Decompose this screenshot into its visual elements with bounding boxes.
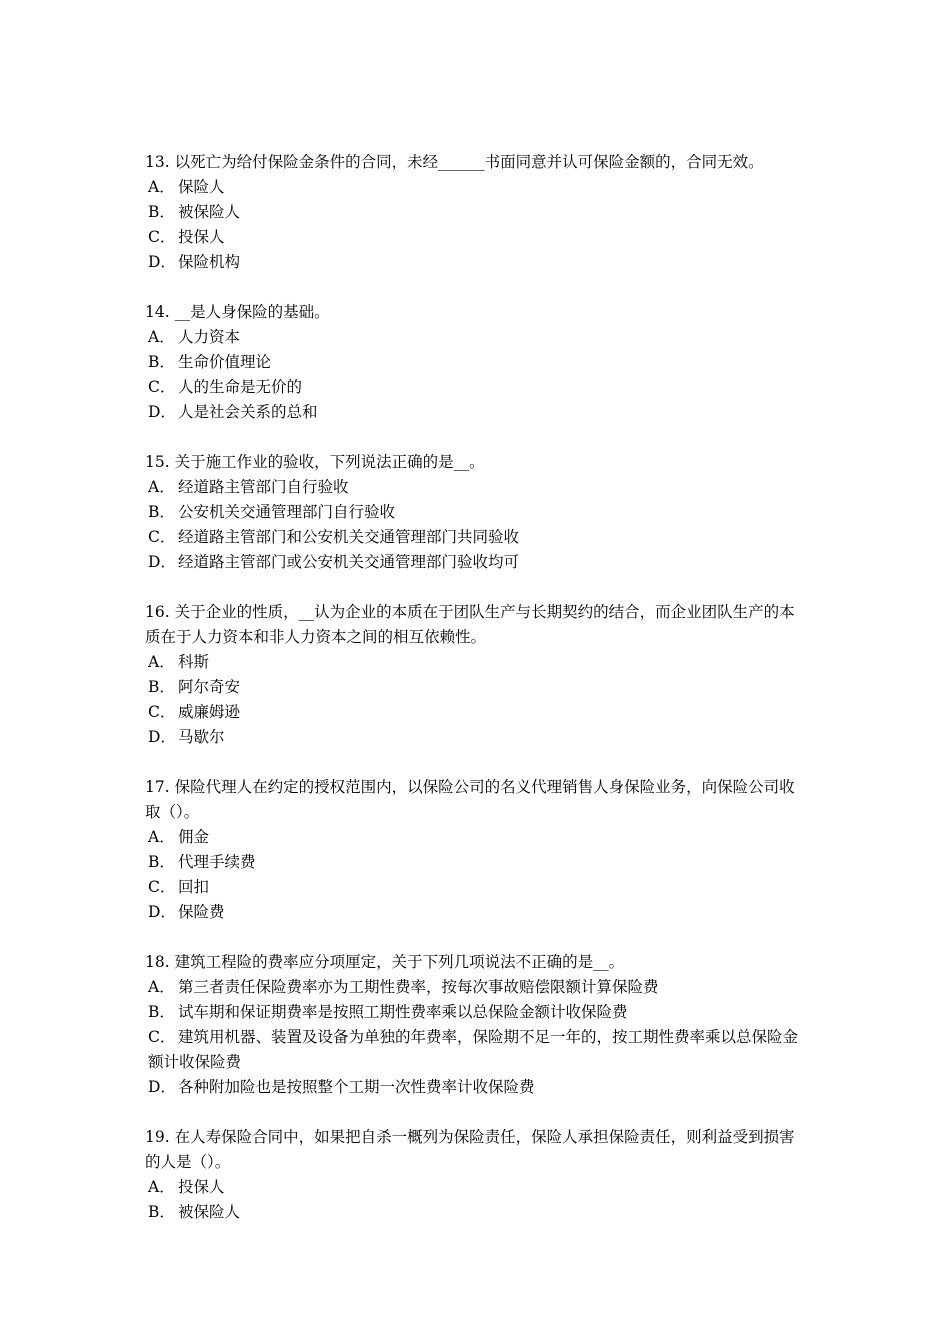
question-13 — [145, 150, 810, 275]
option-text: 马歇尔 — [178, 728, 225, 746]
option-text: 经道路主管部门或公安机关交通管理部门验收均可 — [178, 553, 520, 571]
option-text: 各种附加险也是按照整个工期一次性费率计收保险费 — [178, 1078, 535, 1096]
option-a — [145, 975, 810, 1000]
option-letter: A． — [148, 1178, 175, 1196]
question-16 — [145, 600, 810, 750]
option-b — [145, 350, 810, 375]
option-text: 公安机关交通管理部门自行验收 — [178, 503, 396, 521]
question-stem: 14. __是人身保险的基础。 — [145, 303, 330, 321]
option-b — [145, 500, 810, 525]
option-b — [145, 850, 810, 875]
question-stem: 16. 关于企业的性质，__认为企业的本质在于团队生产与长期契约的结合，而企业团队生产的本质在于人力资本和非人力资本之间的相互依赖性。 — [145, 603, 795, 646]
option-letter: B． — [148, 1003, 175, 1021]
option-text: 科斯 — [178, 653, 210, 671]
option-text: 保险费 — [178, 903, 225, 921]
option-text: 被保险人 — [178, 203, 241, 221]
question-stem: 13. 以死亡为给付保险金条件的合同，未经______书面同意并认可保险金额的，合同无效。 — [145, 153, 764, 171]
option-text: 投保人 — [178, 228, 225, 246]
option-b — [145, 200, 810, 225]
option-text: 第三者责任保险费率亦为工期性费率，按每次事故赔偿限额计算保险费 — [178, 978, 659, 996]
option-a — [145, 475, 810, 500]
question-stem: 18. 建筑工程险的费率应分项厘定，关于下列几项说法不正确的是__。 — [145, 953, 625, 971]
option-letter: D． — [148, 1078, 176, 1096]
option-letter: A． — [148, 653, 175, 671]
option-d — [145, 1075, 810, 1100]
option-b — [145, 1200, 810, 1225]
option-letter: D． — [148, 903, 176, 921]
option-text: 代理手续费 — [178, 853, 256, 871]
option-a — [145, 325, 810, 350]
question-15 — [145, 450, 810, 575]
option-letter: B． — [148, 678, 175, 696]
option-text: 人是社会关系的总和 — [178, 403, 318, 421]
option-letter: A． — [148, 978, 175, 996]
option-text: 保险人 — [178, 178, 225, 196]
option-letter: B． — [148, 353, 175, 371]
option-b — [145, 675, 810, 700]
option-text: 人力资本 — [178, 328, 241, 346]
option-a — [145, 175, 810, 200]
option-letter: B． — [148, 1203, 175, 1221]
option-letter: B． — [148, 853, 175, 871]
option-c — [145, 525, 810, 550]
question-14 — [145, 300, 810, 425]
option-letter: C． — [148, 528, 176, 546]
option-c — [145, 700, 810, 725]
option-c — [145, 225, 810, 250]
option-d — [145, 550, 810, 575]
option-letter: B． — [148, 503, 175, 521]
option-a — [145, 825, 810, 850]
option-d — [145, 725, 810, 750]
option-b — [145, 1000, 810, 1025]
option-c — [145, 1025, 810, 1075]
option-c — [145, 375, 810, 400]
option-letter: A． — [148, 178, 175, 196]
option-d — [145, 900, 810, 925]
document-page — [145, 150, 810, 1250]
option-text: 威廉姆逊 — [178, 703, 241, 721]
option-letter: C． — [148, 703, 176, 721]
option-letter: A． — [148, 478, 175, 496]
question-stem: 19. 在人寿保险合同中，如果把自杀一概列为保险责任，保险人承担保险责任，则利益受到损害的人是（）。 — [145, 1128, 795, 1171]
option-text: 人的生命是无价的 — [178, 378, 303, 396]
option-text: 试车期和保证期费率是按照工期性费率乘以总保险金额计收保险费 — [178, 1003, 628, 1021]
option-letter: D． — [148, 253, 176, 271]
option-letter: D． — [148, 403, 176, 421]
option-text: 保险机构 — [178, 253, 241, 271]
question-stem: 17. 保险代理人在约定的授权范围内，以保险公司的名义代理销售人身保险业务，向保险公司收取（）。 — [145, 778, 795, 821]
option-d — [145, 400, 810, 425]
question-17 — [145, 775, 810, 925]
option-a — [145, 1175, 810, 1200]
option-text: 建筑用机器、装置及设备为单独的年费率，保险期不足一年的，按工期性费率乘以总保险金额计收保险费 — [148, 1028, 799, 1071]
option-a — [145, 650, 810, 675]
option-letter: C． — [148, 878, 176, 896]
option-letter: C． — [148, 378, 176, 396]
question-stem: 15. 关于施工作业的验收，下列说法正确的是__。 — [145, 453, 485, 471]
option-letter: C． — [148, 1028, 176, 1046]
option-text: 经道路主管部门自行验收 — [178, 478, 349, 496]
question-19 — [145, 1125, 810, 1225]
question-18 — [145, 950, 810, 1100]
option-c — [145, 875, 810, 900]
option-text: 投保人 — [178, 1178, 225, 1196]
option-text: 经道路主管部门和公安机关交通管理部门共同验收 — [178, 528, 520, 546]
option-letter: D． — [148, 553, 176, 571]
option-text: 被保险人 — [178, 1203, 241, 1221]
option-letter: A． — [148, 828, 175, 846]
option-letter: D． — [148, 728, 176, 746]
option-text: 生命价值理论 — [178, 353, 272, 371]
option-letter: B． — [148, 203, 175, 221]
option-text: 阿尔奇安 — [178, 678, 241, 696]
option-letter: A． — [148, 328, 175, 346]
option-d — [145, 250, 810, 275]
option-letter: C． — [148, 228, 176, 246]
option-text: 回扣 — [178, 878, 210, 896]
option-text: 佣金 — [178, 828, 210, 846]
